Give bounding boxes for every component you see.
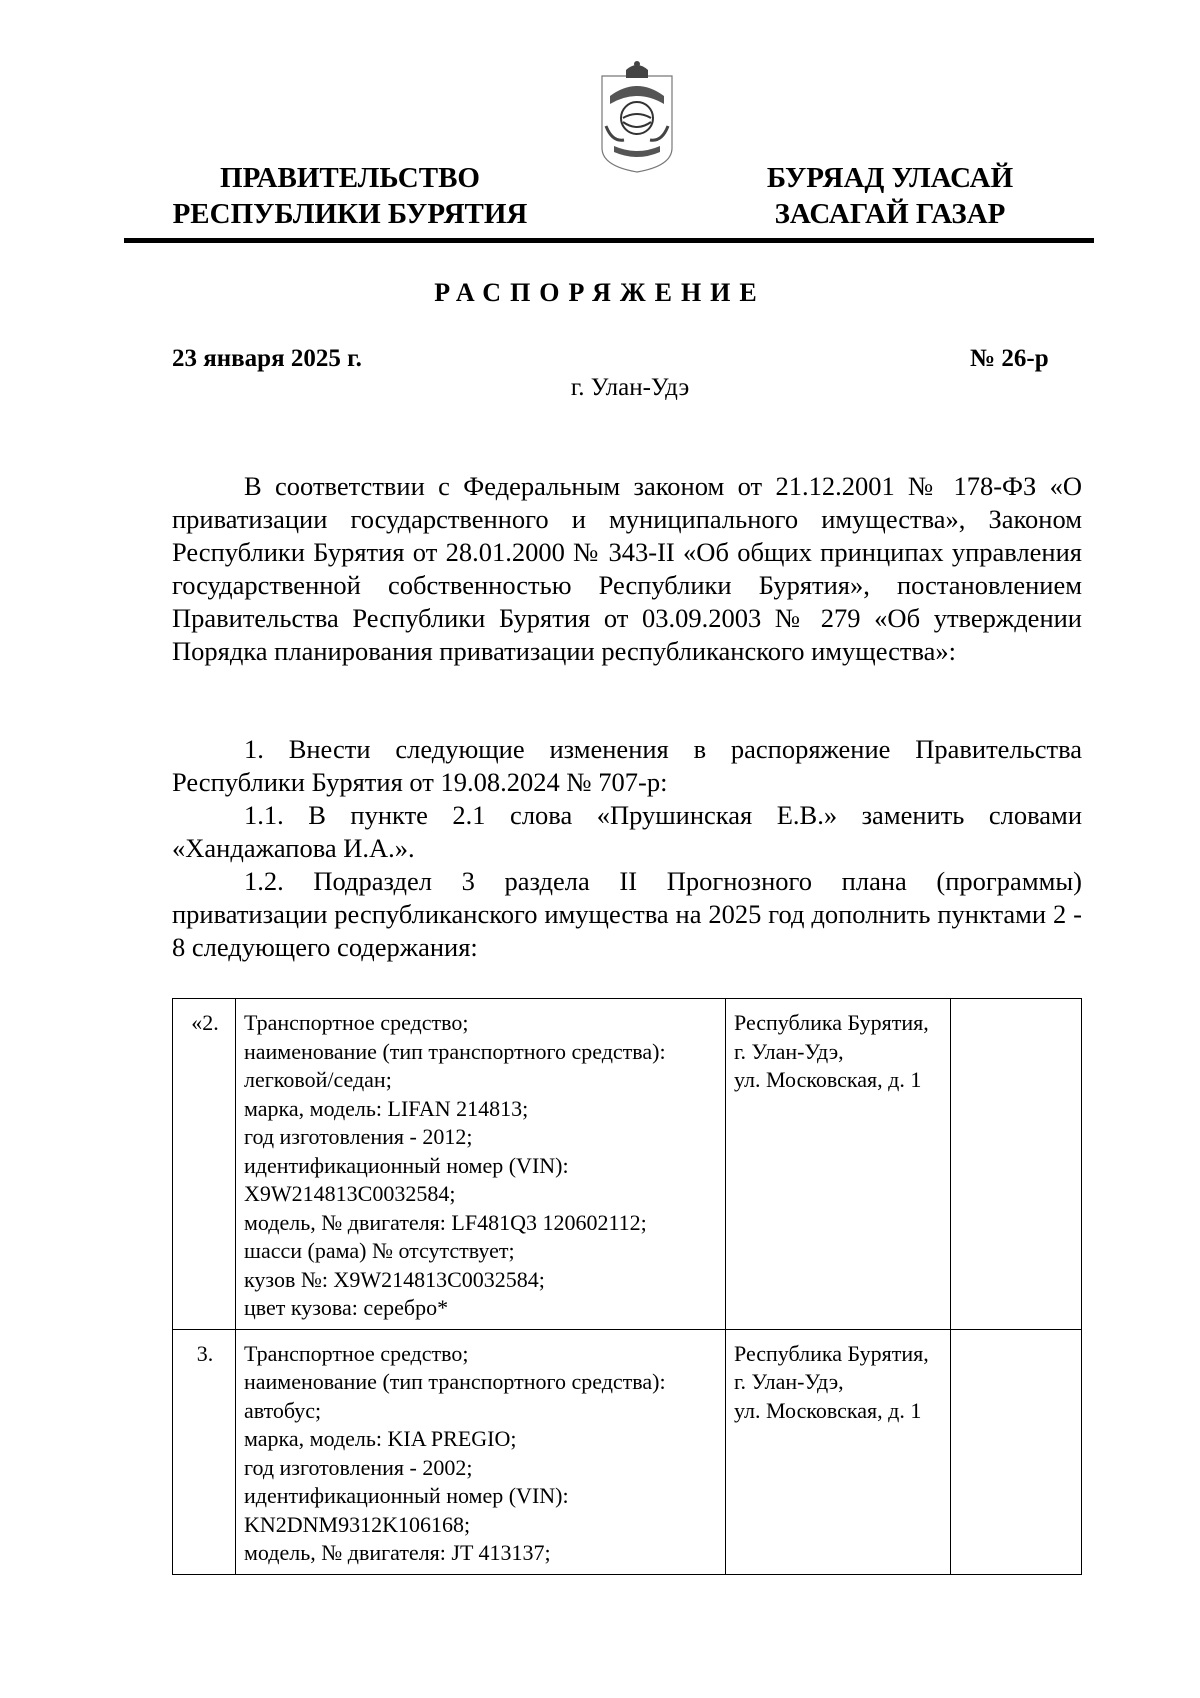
org-name-buryat xyxy=(740,160,1040,232)
description-line: кузов №: X9W214813C0032584; xyxy=(244,1266,545,1292)
document-date: 23 января 2025 г. xyxy=(172,345,362,372)
empty-cell xyxy=(951,999,1082,1330)
description-line: легковой/седан; xyxy=(244,1067,392,1092)
description-line: модель, № двигателя: LF481Q3 120602112; xyxy=(244,1209,647,1235)
description-line: автобус; xyxy=(244,1397,322,1423)
address-line: Республика Бурятия, xyxy=(734,1010,929,1035)
address-line: ул. Московская, д. 1 xyxy=(734,1067,922,1092)
description-line: год изготовления - 2002; xyxy=(244,1454,473,1480)
empty-cell xyxy=(951,1329,1082,1574)
description-line: наименование (тип транспортного средства): xyxy=(244,1369,666,1394)
description-line: год изготовления - 2012; xyxy=(244,1124,473,1149)
description-line: марка, модель: LIFAN 214813; xyxy=(244,1095,529,1121)
description-line: KN2DNM9312K106168; xyxy=(244,1511,471,1537)
description-line: идентификационный номер (VIN): xyxy=(244,1152,569,1178)
address-line: Республика Бурятия, xyxy=(734,1340,929,1366)
description-line: модель, № двигателя: JT 413137; xyxy=(244,1540,551,1565)
org-left-line-2: РЕСПУБЛИКИ БУРЯТИЯ xyxy=(172,198,528,230)
org-right-line-2: ЗАСАГАЙ ГАЗАР xyxy=(774,198,1006,230)
document-city: г. Улан-Удэ xyxy=(570,374,690,401)
description-line: марка, модель: KIA PREGIO; xyxy=(244,1426,517,1451)
description-line: идентификационный номер (VIN): xyxy=(244,1483,569,1508)
description-cell xyxy=(236,1329,726,1574)
intro-paragraph: В соответствии с Федеральным законом от 21.12.2001 № 178-ФЗ «О приватизации государственного и муниципального имущества», Законом Республики Бурятия от 28.01.2000 № 343-II «Об общих принципах управления государственной собственностью Республики Бурятия», постановлением Правительства Республики Бурятия от 03.09.2003 № 279 «Об утверждении Порядка планирования приватизации республиканского имущества»: xyxy=(172,471,1082,666)
address-line: г. Улан-Удэ, xyxy=(734,1369,844,1394)
org-left-line-1: ПРАВИТЕЛЬСТВО xyxy=(220,162,480,194)
address-cell xyxy=(726,999,951,1330)
description-line: X9W214813C0032584; xyxy=(244,1181,456,1206)
description-line: цвет кузова: серебро* xyxy=(244,1295,449,1320)
org-right-line-1: БУРЯАД УЛАСАЙ xyxy=(766,162,1014,194)
description-line: Транспортное средство; xyxy=(244,1340,469,1366)
item-1: 1. Внести следующие изменения в распоряжение Правительства Республики Бурятия от 19.08.2024 № 707-р: xyxy=(172,734,1082,797)
coat-of-arms-emblem-icon xyxy=(596,56,678,174)
table-row xyxy=(173,999,1082,1330)
description-cell xyxy=(236,999,726,1330)
table-row xyxy=(173,1329,1082,1574)
items-block xyxy=(172,733,1082,964)
address-line: г. Улан-Удэ, xyxy=(734,1038,844,1064)
document-type-title: РАСПОРЯЖЕНИЕ xyxy=(434,278,766,307)
description-line: шасси (рама) № отсутствует; xyxy=(244,1238,515,1263)
description-line: Транспортное средство; xyxy=(244,1010,469,1035)
row-number-cell: «2. xyxy=(173,999,236,1330)
item-1-1: 1.1. В пункте 2.1 слова «Прушинская Е.В.» заменить словами «Хандажапова И.А.». xyxy=(172,800,1082,863)
org-name-russian xyxy=(170,160,530,232)
item-1-2: 1.2. Подраздел 3 раздела II Прогнозного плана (программы) приватизации республиканского имущества на 2025 год дополнить пунктами 2 - 8 следующего содержания: xyxy=(172,866,1082,962)
address-cell xyxy=(726,1329,951,1574)
address-line: ул. Московская, д. 1 xyxy=(734,1397,922,1423)
description-line: наименование (тип транспортного средства): xyxy=(244,1038,666,1064)
document-number: № 26-р xyxy=(970,345,1049,372)
privatization-table xyxy=(172,998,1082,1575)
row-number-cell: 3. xyxy=(173,1329,236,1574)
header-divider xyxy=(124,238,1094,243)
intro-paragraph-block xyxy=(172,470,1082,668)
